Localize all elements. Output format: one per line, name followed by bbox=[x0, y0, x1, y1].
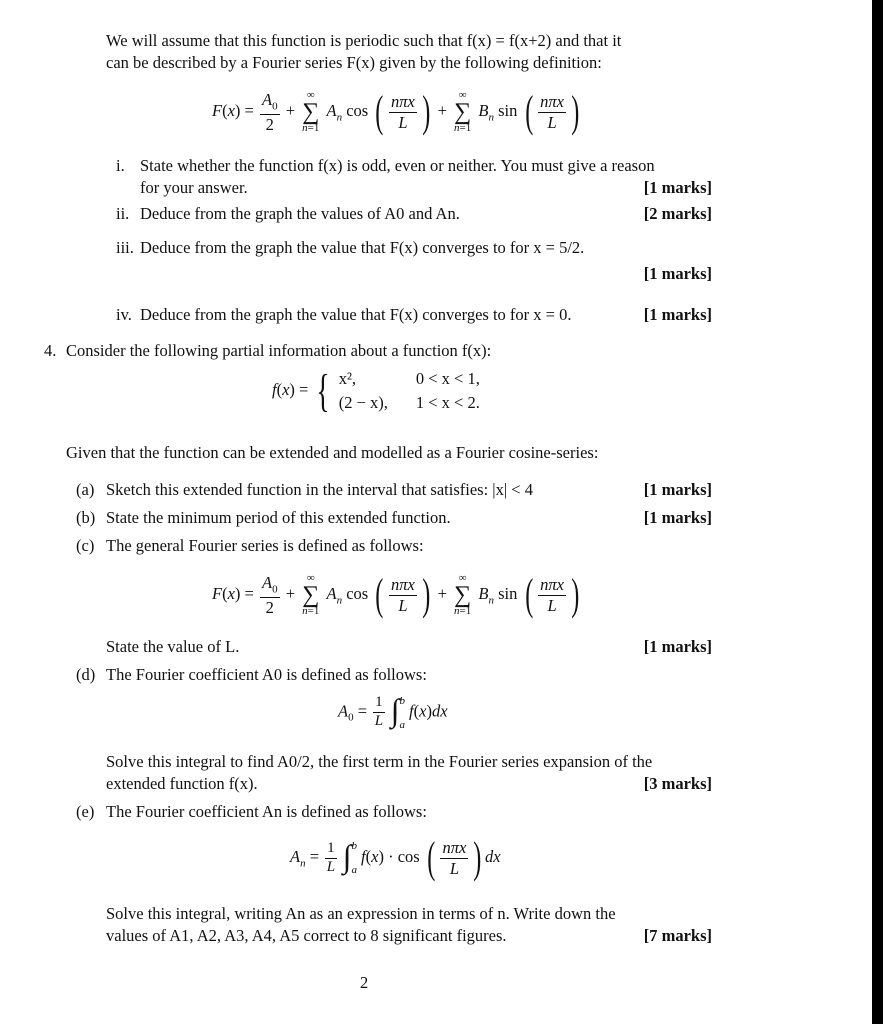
question-4-label: 4. bbox=[44, 341, 57, 360]
question-4e-solve-line-1: Solve this integral, writing An as an expression in terms of n. Write down the bbox=[106, 904, 616, 923]
question-i bbox=[116, 155, 712, 199]
question-4d-solve-line-1: Solve this integral to find A0/2, the first term in the Fourier series expansion of the bbox=[106, 752, 653, 771]
question-4d-solve bbox=[106, 751, 712, 795]
question-4d-label: (d) bbox=[76, 665, 96, 684]
intro-text bbox=[106, 30, 621, 74]
fourier-series-equation: F(x) = $\frac{A_0}{2}$ + ∞ ∑ n=1 $A_n$ cos ( $\frac{\text{nπx}}{L}$ ) + ∞ ∑ n=1 $B_n$ sin ( $\frac{\text{nπx}}{L}$ ) bbox=[212, 87, 580, 136]
case-1-expression: x², bbox=[338, 369, 357, 388]
case-2-condition: 1 < x < 2. bbox=[415, 393, 480, 412]
question-iii bbox=[116, 237, 712, 285]
question-iv-label: iv. bbox=[116, 305, 132, 324]
question-4b-text: State the minimum period of this extended function. bbox=[106, 508, 451, 527]
question-ii bbox=[116, 203, 712, 225]
question-4d bbox=[76, 664, 427, 686]
question-4c-label: (c) bbox=[76, 536, 95, 555]
question-4d-marks: [3 marks] bbox=[643, 774, 712, 793]
question-4c-state bbox=[106, 636, 712, 658]
case-1-condition: 0 < x < 1, bbox=[415, 369, 480, 388]
piecewise-brace: { bbox=[316, 365, 331, 416]
question-4d-solve-line-2: extended function f(x). bbox=[106, 774, 258, 793]
question-i-label: i. bbox=[116, 156, 125, 175]
question-iii-text: Deduce from the graph the value that F(x) converges to for x = 5/2. bbox=[140, 238, 585, 257]
fourier-series-equation-2: F(x) = $\frac{A_0}{2}$ + ∞ ∑ n=1 $A_n$ cos ( $\frac{\text{nπx}}{L}$ ) + ∞ ∑ n=1 $B_n$ sin ( $\frac{\text{nπx}}{L}$ ) bbox=[212, 570, 580, 619]
question-ii-text: Deduce from the graph the values of A0 and An. bbox=[140, 204, 460, 223]
question-4d-text: The Fourier coefficient A0 is defined as follows: bbox=[106, 665, 427, 684]
intro-line-2: can be described by a Fourier series F(x) given by the following definition: bbox=[106, 53, 602, 72]
question-iii-label: iii. bbox=[116, 238, 134, 257]
question-4e-solve-line-2: values of A1, A2, A3, A4, A5 correct to 8 significant figures. bbox=[106, 926, 507, 945]
an-integral-equation: $A_n$ = $\frac{1}{L}$ ∫ b a f(x) · cos ( $\frac{\text{nπx}}{L}$ ) dx bbox=[290, 833, 501, 882]
question-4e-solve bbox=[106, 903, 712, 947]
intro-line-1: We will assume that this function is periodic such that f(x) = f(x+2) and that it bbox=[106, 31, 622, 50]
question-ii-label: ii. bbox=[116, 204, 130, 223]
question-i-marks: [1 marks] bbox=[643, 178, 712, 197]
question-4b-label: (b) bbox=[76, 508, 96, 527]
a0-integral-equation: $A_0$ = $\frac{1}{L}$ ∫ b a f(x)dx bbox=[338, 692, 448, 731]
question-4c-marks: [1 marks] bbox=[643, 637, 712, 656]
question-i-line-2: for your answer. bbox=[140, 178, 248, 197]
question-iii-marks: [1 marks] bbox=[643, 264, 712, 283]
question-4c-text: The general Fourier series is defined as follows: bbox=[106, 536, 424, 555]
page-number: 2 bbox=[360, 973, 369, 992]
question-4b-marks: [1 marks] bbox=[643, 508, 712, 527]
question-4-text: Consider the following partial information about a function f(x): bbox=[66, 341, 492, 360]
question-4e bbox=[76, 801, 427, 823]
question-iv-marks: [1 marks] bbox=[643, 305, 712, 324]
question-iv bbox=[116, 304, 712, 326]
question-4-intro bbox=[44, 340, 491, 362]
question-4c-state-text: State the value of L. bbox=[106, 637, 240, 656]
question-4e-label: (e) bbox=[76, 802, 95, 821]
question-4a bbox=[76, 479, 712, 501]
piecewise-function: f(x) = { x², 0 < x < 1, (2 − x), 1 < x < 2. bbox=[272, 365, 480, 416]
question-4a-label: (a) bbox=[76, 480, 95, 499]
question-4c bbox=[76, 535, 424, 557]
question-4a-text: Sketch this extended function in the interval that satisfies: |x| < 4 bbox=[106, 480, 533, 499]
question-4a-marks: [1 marks] bbox=[643, 480, 712, 499]
question-i-line-1: State whether the function f(x) is odd, even or neither. You must give a reason bbox=[140, 156, 655, 175]
question-4e-marks: [7 marks] bbox=[643, 926, 712, 945]
given-text: Given that the function can be extended and modelled as a Fourier cosine-series: bbox=[66, 443, 599, 462]
question-4b bbox=[76, 507, 712, 529]
question-iv-text: Deduce from the graph the value that F(x) converges to for x = 0. bbox=[140, 305, 572, 324]
question-4e-text: The Fourier coefficient An is defined as follows: bbox=[106, 802, 427, 821]
case-2-expression: (2 − x), bbox=[338, 393, 388, 412]
question-ii-marks: [2 marks] bbox=[643, 204, 712, 223]
